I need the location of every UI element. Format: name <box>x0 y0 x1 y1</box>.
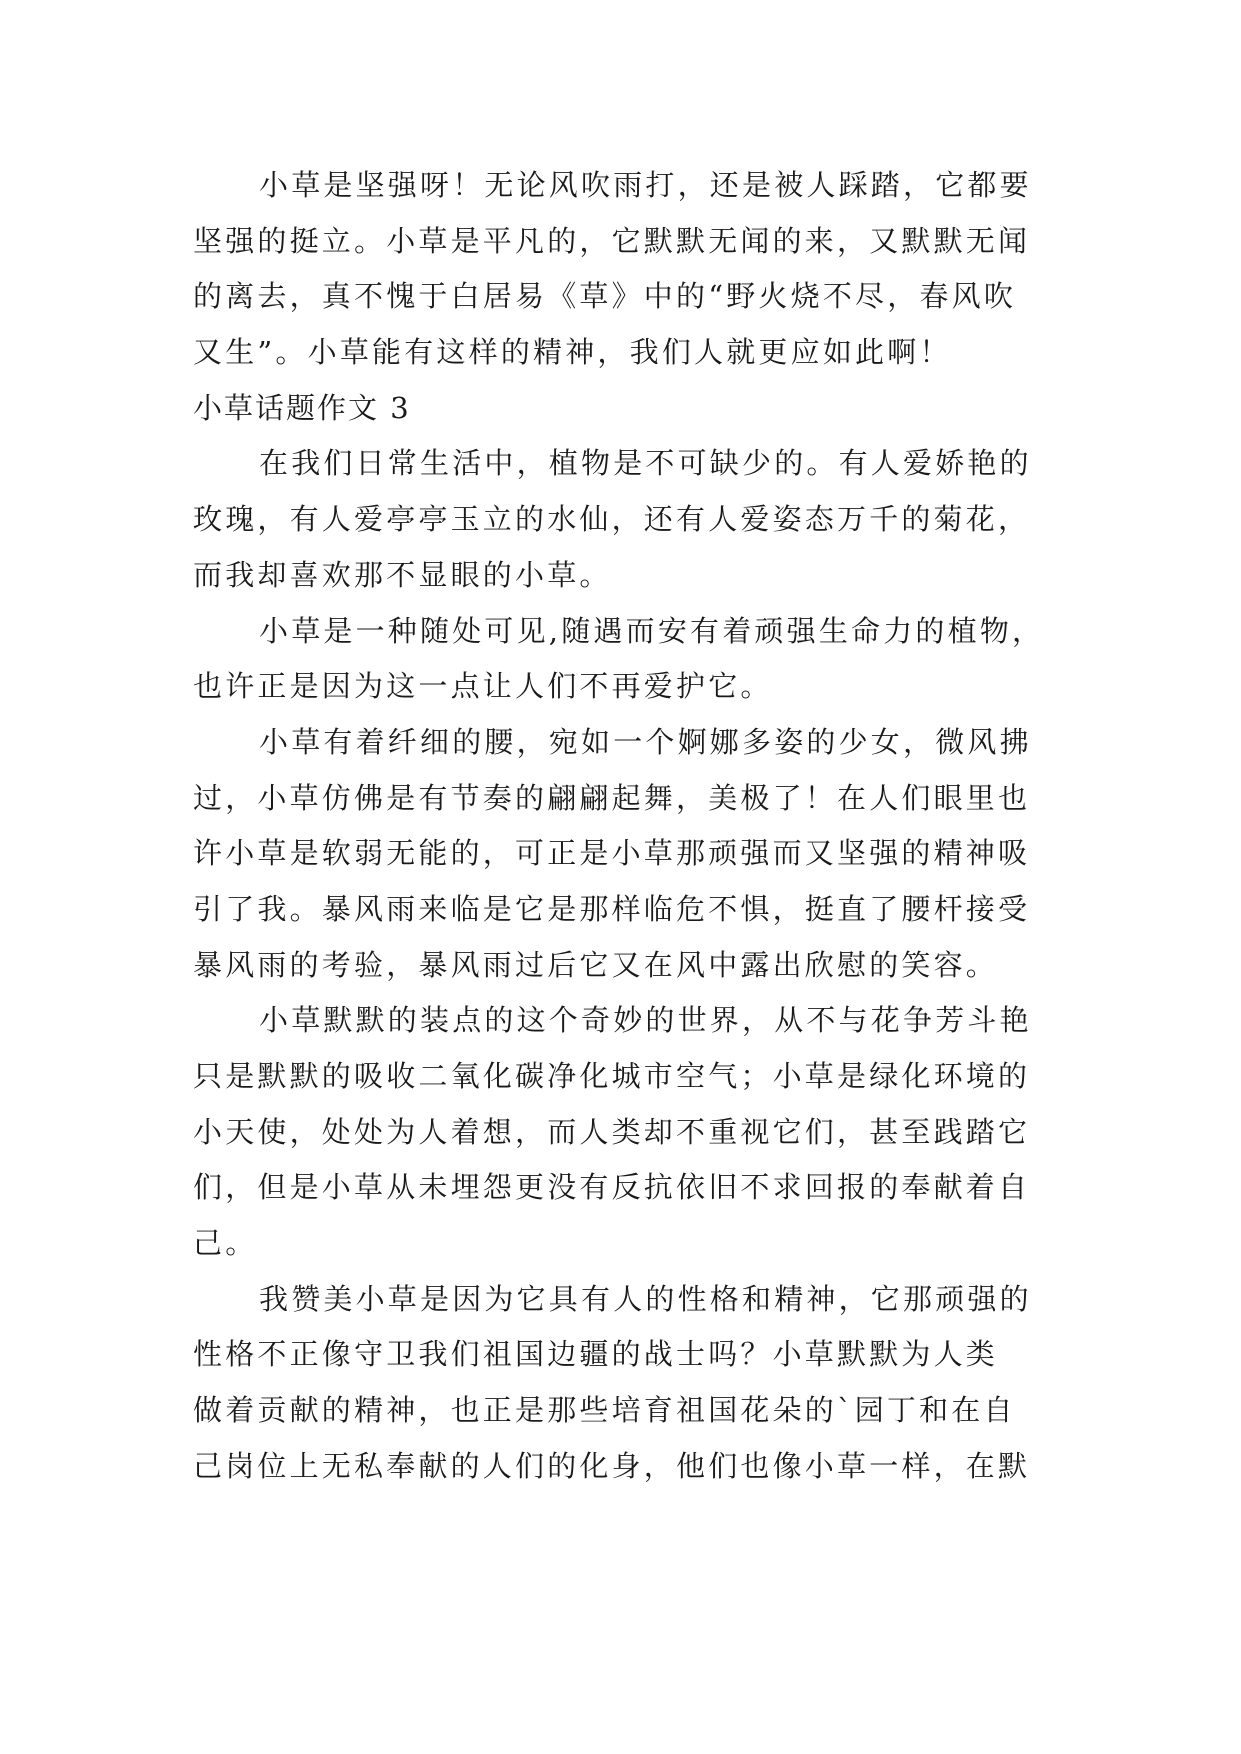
text-line: 又生”。小草能有这样的精神，我们人就更应如此啊！ <box>193 335 952 370</box>
text-line: 小天使，处处为人着想，而人类却不重视它们，甚至践踏它 <box>193 1114 1031 1149</box>
document-body <box>193 158 1051 1495</box>
text-line: 性格不正像守卫我们祖国边疆的战士吗？小草默默为人类 <box>193 1337 999 1372</box>
text-line: 玫瑰，有人爱亭亭玉立的水仙，还有人爱姿态万千的菊花， <box>193 502 1031 537</box>
text-line: 坚强的挺立。小草是平凡的，它默默无闻的来，又默默无闻 <box>193 223 1031 258</box>
text-line: 己岗位上无私奉献的人们的化身，他们也像小草一样，在默 <box>193 1448 1031 1483</box>
text-line: 做着贡献的精神，也正是那些培育祖国花朵的`园丁和在自 <box>193 1393 1016 1428</box>
text-line: 小草默默的装点的这个奇妙的世界，从不与花争芳斗艳 <box>259 1003 1032 1038</box>
text-line: 在我们日常生活中，植物是不可缺少的。有人爱娇艳的 <box>259 446 1032 481</box>
text-line: 我赞美小草是因为它具有人的性格和精神，它那顽强的 <box>259 1281 1032 1316</box>
text-line: 们，但是小草从未埋怨更没有反抗依旧不求回报的奉献着自 <box>193 1170 1031 1205</box>
text-line: 只是默默的吸收二氧化碳净化城市空气；小草是绿化环境的 <box>193 1059 1031 1093</box>
text-line: 也许正是因为这一点让人们不再爱护它。 <box>193 669 773 704</box>
text-line: 小草有着纤细的腰，宛如一个婀娜多姿的少女，微风拂 <box>259 724 1032 759</box>
text-line: 过，小草仿佛是有节奏的翩翩起舞，美极了！在人们眼里也 <box>193 780 1031 815</box>
text-line: 小草是坚强呀！无论风吹雨打，还是被人踩踏，它都要 <box>259 168 1032 202</box>
section-heading: 小草话题作文 3 <box>193 390 411 425</box>
text-line: 小草是一种随处可见,随遇而安有着顽强生命力的植物， <box>259 613 1045 648</box>
text-line: 的离去，真不愧于白居易《草》中的“野火烧不尽，春风吹 <box>193 279 1017 314</box>
text-line: 引了我。暴风雨来临是它是那样临危不惧，挺直了腰杆接受 <box>193 891 1031 926</box>
text-line: 暴风雨的考验，暴风雨过后它又在风中露出欣慰的笑容。 <box>193 947 999 982</box>
text-line: 许小草是软弱无能的，可正是小草那顽强而又坚强的精神吸 <box>193 836 1031 871</box>
text-line: 而我却喜欢那不显眼的小草。 <box>193 557 612 592</box>
text-line: 己。 <box>193 1226 258 1261</box>
